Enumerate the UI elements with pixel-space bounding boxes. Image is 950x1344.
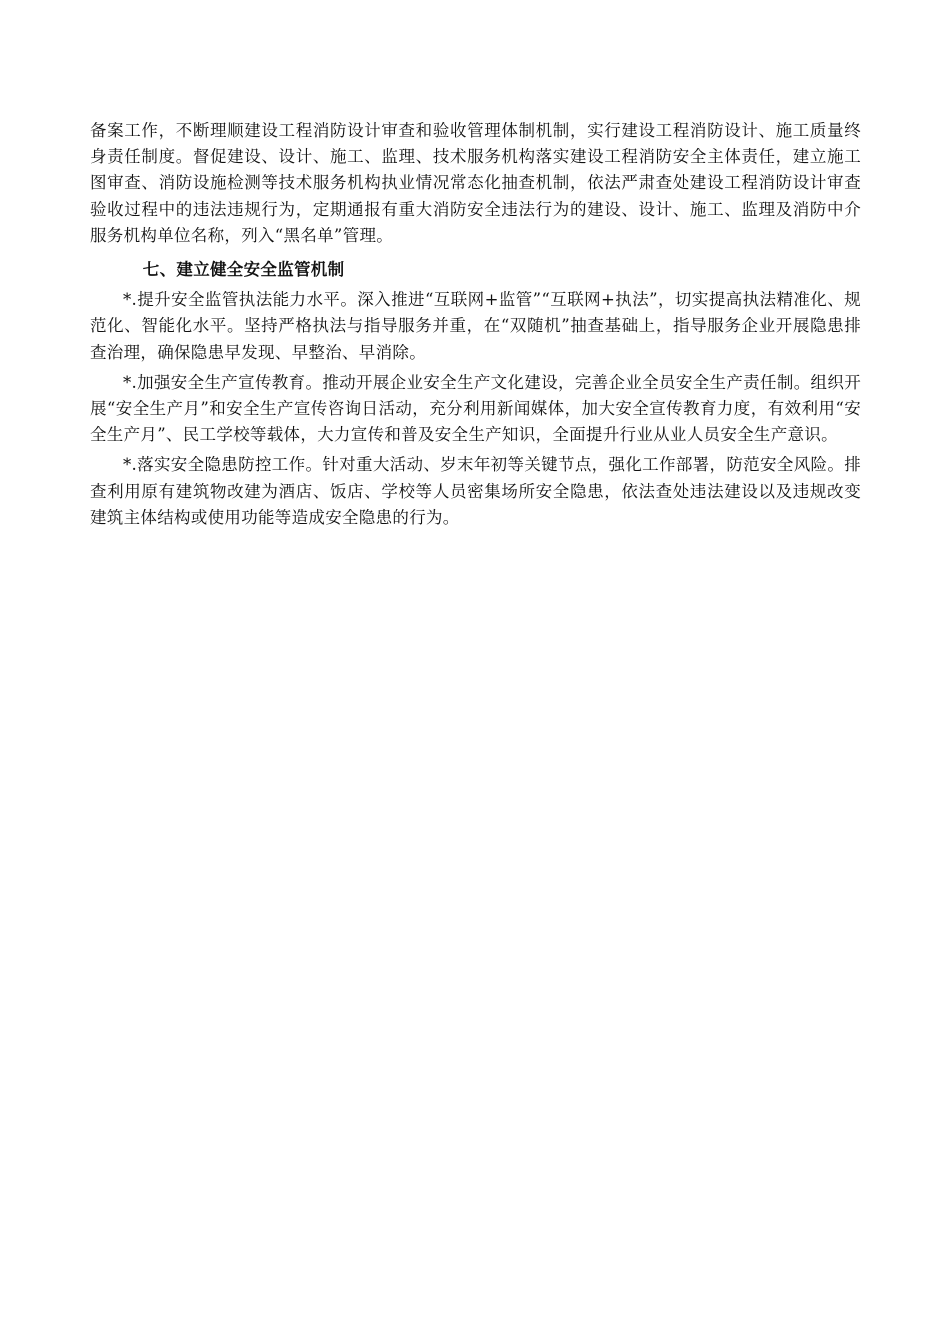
continuation-paragraph: 备案工作，不断理顺建设工程消防设计审查和验收管理体制机制，实行建设工程消防设计、施工质量终身责任制度。督促建设、设计、施工、监理、技术服务机构落实建设工程消防安全主体责任，建立施工图审查、消防设施检测等技术服务机构执业情况常态化抽查机制，依法严肃查处建设工程消防设计审查验收过程中的违法违规行为，定期通报有重大消防安全违法行为的建设、设计、施工、监理及消防中介服务机构单位名称，列入“黑名单”管理。 xyxy=(90,121,861,245)
paragraph-safety-education: *.加强安全生产宣传教育。推动开展企业安全生产文化建设，完善企业全员安全生产责任制。组织开展“安全生产月”和安全生产宣传咨询日活动，充分利用新闻媒体，加大安全宣传教育力度，有效利用“安全生产月”、民工学校等载体，大力宣传和普及安全生产知识，全面提升行业从业人员安全生产意识。 xyxy=(90,372,861,445)
paragraph-hazard-prevention: *.落实安全隐患防控工作。针对重大活动、岁末年初等关键节点，强化工作部署，防范安全风险。排查利用原有建筑物改建为酒店、饭店、学校等人员密集场所安全隐患，依法查处违法建设以及违规改变建筑主体结构或使用功能等造成安全隐患的行为。 xyxy=(90,455,861,527)
document-page xyxy=(90,118,861,535)
paragraph-supervision-enforcement: *.提升安全监管执法能力水平。深入推进“互联网+监管”“互联网+执法”，切实提高执法精准化、规范化、智能化水平。坚持严格执法与指导服务并重，在“双随机”抽查基础上，指导服务企业开展隐患排查治理，确保隐患早发现、早整治、早消除。 xyxy=(90,290,861,362)
section-heading: 七、建立健全安全监管机制 xyxy=(142,260,345,280)
